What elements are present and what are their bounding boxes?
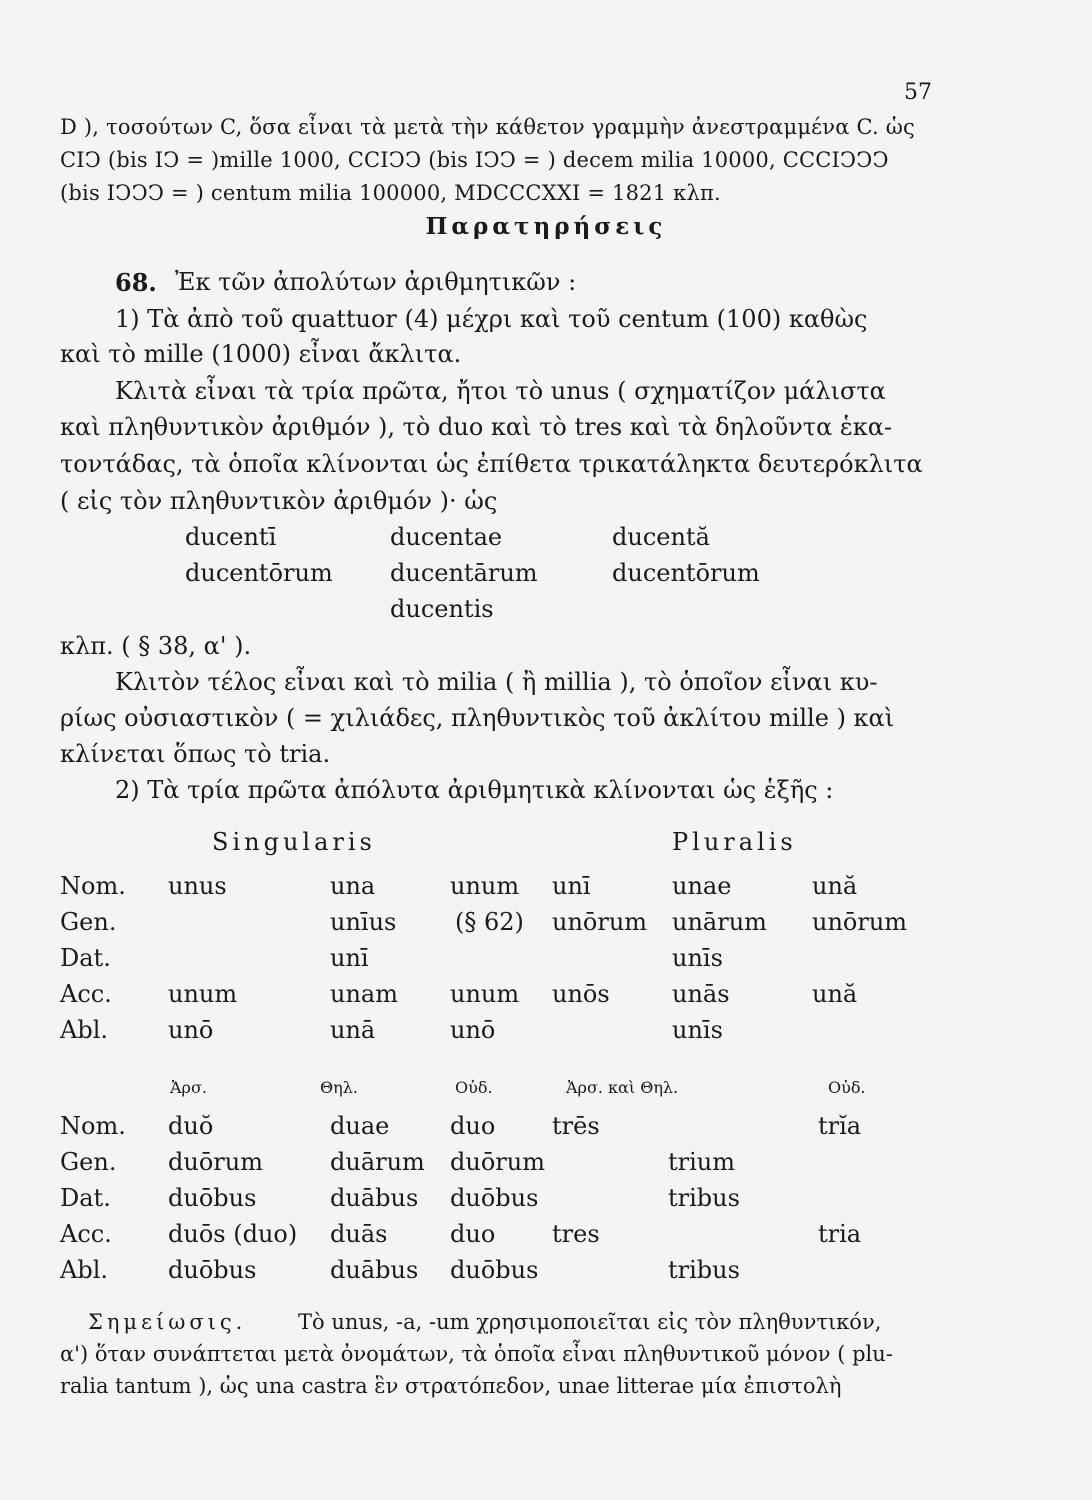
intro-line: (bis IϽϽϽ = ) centum milia 100000, MDCCCXXI = 1821 κλπ. (60, 181, 721, 205)
table-cell: duo (450, 1220, 496, 1248)
table-cell: trium (668, 1148, 736, 1176)
paragraph-line: καὶ τὸ mille (1000) εἶναι ἄκλιτα. (60, 340, 462, 368)
table-cell: una (330, 872, 376, 900)
singularis-header: Singularis (212, 828, 376, 856)
table-cell: duōbus (168, 1256, 257, 1284)
gender-header: Ἀρσ. καὶ Θηλ. (566, 1078, 679, 1097)
gender-header: Ἀρσ. (170, 1078, 207, 1097)
table-cell: unum (450, 980, 520, 1008)
example-word: ducentis (390, 595, 494, 623)
table-cell: unī (330, 944, 369, 972)
table-cell: duōrum (168, 1148, 263, 1176)
reference-line: κλπ. ( § 38, α' ). (60, 632, 252, 660)
paragraph-line: ρίως οὐσιαστικὸν ( = χιλιάδες, πληθυντικὸς τοῦ ἀκλίτου mille ) καὶ (60, 704, 895, 732)
paragraph-line: Κλιτὰ εἶναι τὰ τρία πρῶτα, ἤτοι τὸ unus ( σχηματίζον μάλιστα (115, 377, 886, 405)
section-title: Ἐκ τῶν ἀπολύτων ἀριθμητικῶν : (175, 268, 577, 296)
note-label: Σημείωσις. (88, 1310, 247, 1334)
intro-line: D ), τοσούτων C, ὅσα εἶναι τὰ μετὰ τὴν κάθετον γραμμὴν ἀνεστραμμένα C. ὡς (60, 115, 916, 139)
example-word: ducentārum (390, 559, 538, 587)
example-word: ducentōrum (612, 559, 760, 587)
paragraph-line: 1) Τὰ ἀπὸ τοῦ quattuor (4) μέχρι καὶ τοῦ centum (100) καθὼς (115, 305, 868, 333)
case-label: Abl. (60, 1016, 108, 1044)
table-cell: unī (552, 872, 591, 900)
case-label: Dat. (60, 1184, 111, 1212)
case-label: Dat. (60, 944, 111, 972)
table-cell: duōbus (168, 1184, 257, 1212)
note-line: α') ὅταν συνάπτεται μετὰ ὀνομάτων, τὰ ὁποῖα εἶναι πληθυντικοῦ μόνον ( plu- (60, 1342, 893, 1366)
note-line: ralia tantum ), ὡς una castra ἓν στρατόπεδον, unae litterae μία ἐπιστολὴ (60, 1374, 842, 1398)
note-line: Τὸ unus, -a, -um χρησιμοποιεῖται εἰς τὸν πληθυντικόν, (298, 1310, 882, 1334)
table-cell: duābus (330, 1184, 419, 1212)
table-cell: unārum (672, 908, 767, 936)
table-cell: duōbus (450, 1256, 539, 1284)
example-word: ducentī (185, 523, 277, 551)
table-cell: unum (450, 872, 520, 900)
table-cell: unōs (552, 980, 610, 1008)
table-cell: unōrum (552, 908, 648, 936)
case-label: Nom. (60, 1112, 126, 1140)
table-cell: unās (672, 980, 730, 1008)
case-label: Gen. (60, 908, 117, 936)
gender-header: Οὐδ. (828, 1078, 866, 1097)
paragraph-line: κλίνεται ὅπως τὸ tria. (60, 740, 331, 768)
case-label: Abl. (60, 1256, 108, 1284)
case-label: Nom. (60, 872, 126, 900)
case-label: Gen. (60, 1148, 117, 1176)
section-number: 68. (115, 268, 157, 297)
case-label: Acc. (60, 1220, 112, 1248)
paragraph-line: 2) Τὰ τρία πρῶτα ἀπόλυτα ἀριθμητικὰ κλίνονται ὡς ἑξῆς : (115, 776, 834, 804)
table-cell: duōs (duo) (168, 1220, 298, 1248)
table-cell: duōrum (450, 1148, 545, 1176)
table-cell: unam (330, 980, 398, 1008)
table-cell: duŏ (168, 1112, 214, 1140)
example-word: ducentă (612, 523, 710, 551)
table-cell: trĭa (818, 1112, 862, 1140)
paragraph-line: καὶ πληθυντικὸν ἀριθμόν ), τὸ duo καὶ τὸ tres καὶ τὰ δηλοῦντα ἑκα- (60, 413, 893, 441)
table-cell: unīs (672, 944, 723, 972)
section-heading: Παρατηρήσεις (425, 213, 667, 240)
table-cell: tribus (668, 1256, 740, 1284)
table-cell: trēs (552, 1112, 600, 1140)
table-cell: tres (552, 1220, 600, 1248)
table-cell: unōrum (812, 908, 908, 936)
table-cell: duās (330, 1220, 388, 1248)
table-cell: unō (168, 1016, 214, 1044)
table-cell: ună (812, 872, 858, 900)
intro-line: CIϽ (bis IϽ = )mille 1000, CCIϽϽ (bis IϽϽ = ) decem milia 10000, CCCIϽϽϽ (60, 148, 889, 172)
table-cell: duo (450, 1112, 496, 1140)
table-cell: unum (168, 980, 238, 1008)
table-cell: tria (818, 1220, 862, 1248)
table-cell: tribus (668, 1184, 740, 1212)
table-cell: duae (330, 1112, 390, 1140)
example-word: ducentae (390, 523, 503, 551)
example-word: ducentōrum (185, 559, 333, 587)
table-cell: unīs (672, 1016, 723, 1044)
table-cell: unae (672, 872, 732, 900)
table-cell: duābus (330, 1256, 419, 1284)
paragraph-line: ( εἰς τὸν πληθυντικὸν ἀριθμόν )· ὡς (60, 487, 498, 515)
table-cell: unō (450, 1016, 496, 1044)
page-number: 57 (904, 80, 932, 105)
table-cell: unīus (330, 908, 397, 936)
table-cell: unā (330, 1016, 376, 1044)
table-cell: duōbus (450, 1184, 539, 1212)
gender-header: Οὐδ. (455, 1078, 493, 1097)
pluralis-header: Pluralis (672, 828, 797, 856)
paragraph-line: Κλιτὸν τέλος εἶναι καὶ τὸ milia ( ἢ millia ), τὸ ὁποῖον εἶναι κυ- (115, 668, 878, 696)
paragraph-line: τοντάδας, τὰ ὁποῖα κλίνονται ὡς ἐπίθετα τρικατάληκτα δευτερόκλιτα (60, 450, 923, 478)
table-cell: unus (168, 872, 227, 900)
gender-header: Θηλ. (320, 1078, 358, 1097)
table-cell: ună (812, 980, 858, 1008)
case-label: Acc. (60, 980, 112, 1008)
table-cell: (§ 62) (455, 908, 524, 936)
table-cell: duārum (330, 1148, 425, 1176)
